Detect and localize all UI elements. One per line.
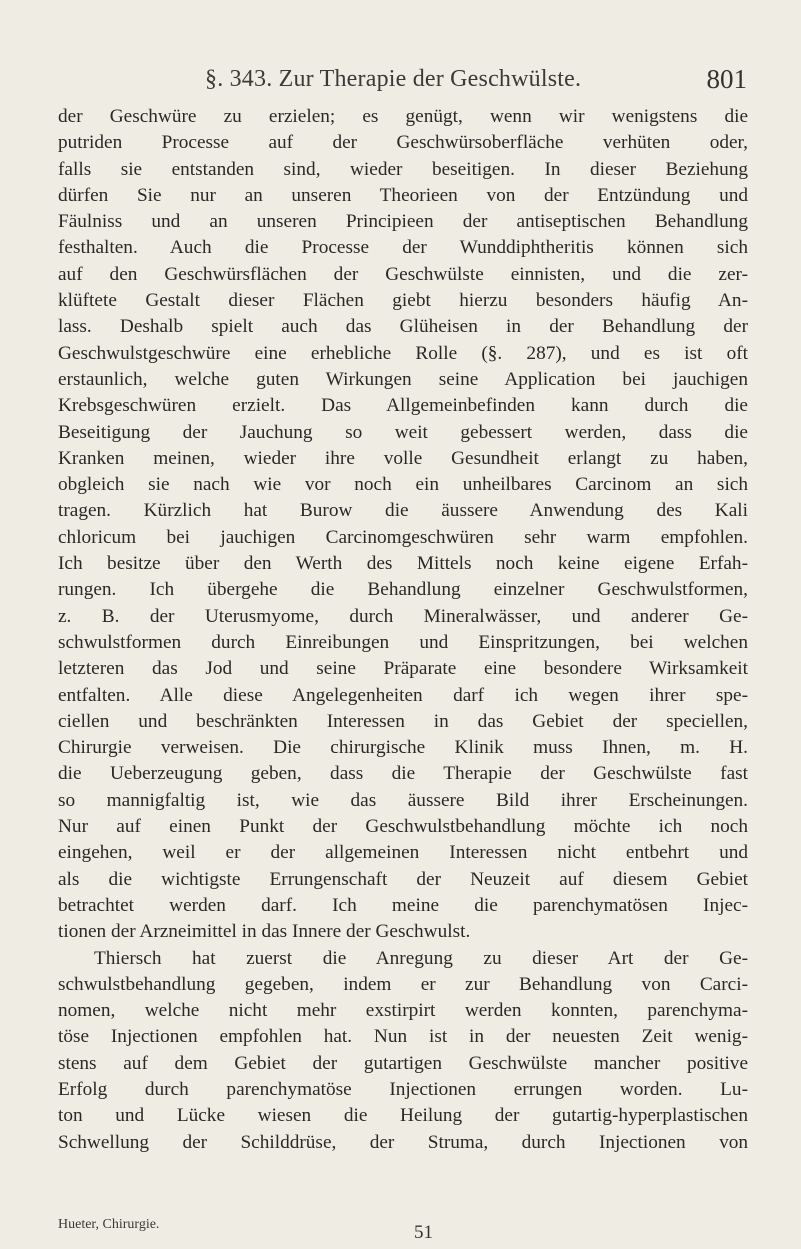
text-line: Beseitigung der Jauchung so weit gebessert werden, dass die bbox=[58, 421, 748, 443]
signature-mark: 51 bbox=[414, 1222, 433, 1243]
text-line: stens auf dem Gebiet der gutartigen Geschwülste mancher positive bbox=[58, 1052, 748, 1074]
text-line: Schwellung der Schilddrüse, der Struma, durch Injectionen von bbox=[58, 1131, 748, 1153]
text-line: festhalten. Auch die Processe der Wunddiphtheritis können sich bbox=[58, 237, 748, 259]
text-line: chloricum bei jauchigen Carcinomgeschwüren sehr warm empfohlen. bbox=[58, 526, 748, 548]
text-line: falls sie entstanden sind, wieder beseitigen. In dieser Beziehung bbox=[58, 158, 748, 180]
text-line: Erfolg durch parenchymatöse Injectionen errungen worden. Lu- bbox=[58, 1078, 748, 1100]
text-line: rungen. Ich übergehe die Behandlung einzelner Geschwulstformen, bbox=[58, 579, 748, 601]
text-line: ton und Lücke wiesen die Heilung der gutartig-hyperplastischen bbox=[58, 1105, 748, 1127]
page-footer bbox=[58, 1217, 758, 1247]
text-line: klüftete Gestalt dieser Flächen giebt hierzu besonders häufig An- bbox=[58, 290, 748, 312]
text-line: tionen der Arzneimittel in das Innere der Geschwulst. bbox=[58, 921, 471, 943]
text-line: letzteren das Jod und seine Präparate eine besondere Wirksamkeit bbox=[58, 658, 748, 680]
text-line: obgleich sie nach wie vor noch ein unheilbares Carcinom an sich bbox=[58, 474, 748, 496]
text-line: Geschwulstgeschwüre eine erhebliche Rolle (§. 287), und es ist oft bbox=[58, 342, 748, 364]
text-line: eingehen, weil er der allgemeinen Interessen nicht entbehrt und bbox=[58, 842, 748, 864]
text-line: lass. Deshalb spielt auch das Glüheisen in der Behandlung der bbox=[58, 316, 748, 338]
footer-note: Hueter, Chirurgie. bbox=[58, 1217, 160, 1232]
text-line: der Geschwüre zu erzielen; es genügt, wenn wir wenigstens die bbox=[58, 106, 748, 127]
text-line: putriden Processe auf der Geschwürsoberfläche verhüten oder, bbox=[58, 132, 748, 154]
text-line: ciellen und beschränkten Interessen in das Gebiet der speciellen, bbox=[58, 710, 748, 732]
text-line: Kranken meinen, wieder ihre volle Gesundheit erlangt zu haben, bbox=[58, 447, 748, 469]
text-line: Nur auf einen Punkt der Geschwulstbehandlung möchte ich noch bbox=[58, 816, 748, 838]
text-line: die Ueberzeugung geben, dass die Therapie der Geschwülste fast bbox=[58, 763, 748, 785]
text-line: als die wichtigste Errungenschaft der Neuzeit auf diesem Gebiet bbox=[58, 868, 748, 890]
text-line: schwulstbehandlung gegeben, indem er zur Behandlung von Carci- bbox=[58, 973, 748, 995]
text-line: betrachtet werden darf. Ich meine die parenchymatösen Injec- bbox=[58, 894, 748, 916]
text-line: entfalten. Alle diese Angelegenheiten darf ich wegen ihrer spe- bbox=[58, 684, 748, 706]
text-line: Krebsgeschwüren erzielt. Das Allgemeinbefinden kann durch die bbox=[58, 395, 748, 417]
text-line: auf den Geschwürsflächen der Geschwülste einnisten, und die zer- bbox=[58, 263, 748, 285]
text-line: nomen, welche nicht mehr exstirpirt werden konnten, parenchyma- bbox=[58, 1000, 748, 1022]
running-header bbox=[0, 66, 801, 100]
text-line: Chirurgie verweisen. Die chirurgische Klinik muss Ihnen, m. H. bbox=[58, 737, 748, 759]
text-line: Ich besitze über den Werth des Mittels noch keine eigene Erfah- bbox=[58, 553, 748, 575]
page-number: 801 bbox=[706, 64, 747, 94]
text-line: schwulstformen durch Einreibungen und Einspritzungen, bei welchen bbox=[58, 631, 748, 653]
text-line: z. B. der Uterusmyome, durch Mineralwässer, und anderer Ge- bbox=[58, 605, 748, 627]
text-line: töse Injectionen empfohlen hat. Nun ist in der neuesten Zeit wenig- bbox=[58, 1026, 748, 1048]
text-line-indented: Thiersch hat zuerst die Anregung zu dieser Art der Ge- bbox=[94, 947, 748, 969]
body-text bbox=[58, 104, 748, 1156]
text-line: dürfen Sie nur an unseren Theorieen von der Entzündung und bbox=[58, 184, 748, 206]
text-line: tragen. Kürzlich hat Burow die äussere Anwendung des Kali bbox=[58, 500, 748, 522]
text-line: Fäulniss und an unseren Principieen der antiseptischen Behandlung bbox=[58, 211, 748, 233]
section-title: §. 343. Zur Therapie der Geschwülste. bbox=[205, 66, 582, 92]
text-line: so mannigfaltig ist, wie das äussere Bild ihrer Erscheinungen. bbox=[58, 789, 748, 811]
text-line: erstaunlich, welche guten Wirkungen seine Application bei jauchigen bbox=[58, 368, 748, 390]
